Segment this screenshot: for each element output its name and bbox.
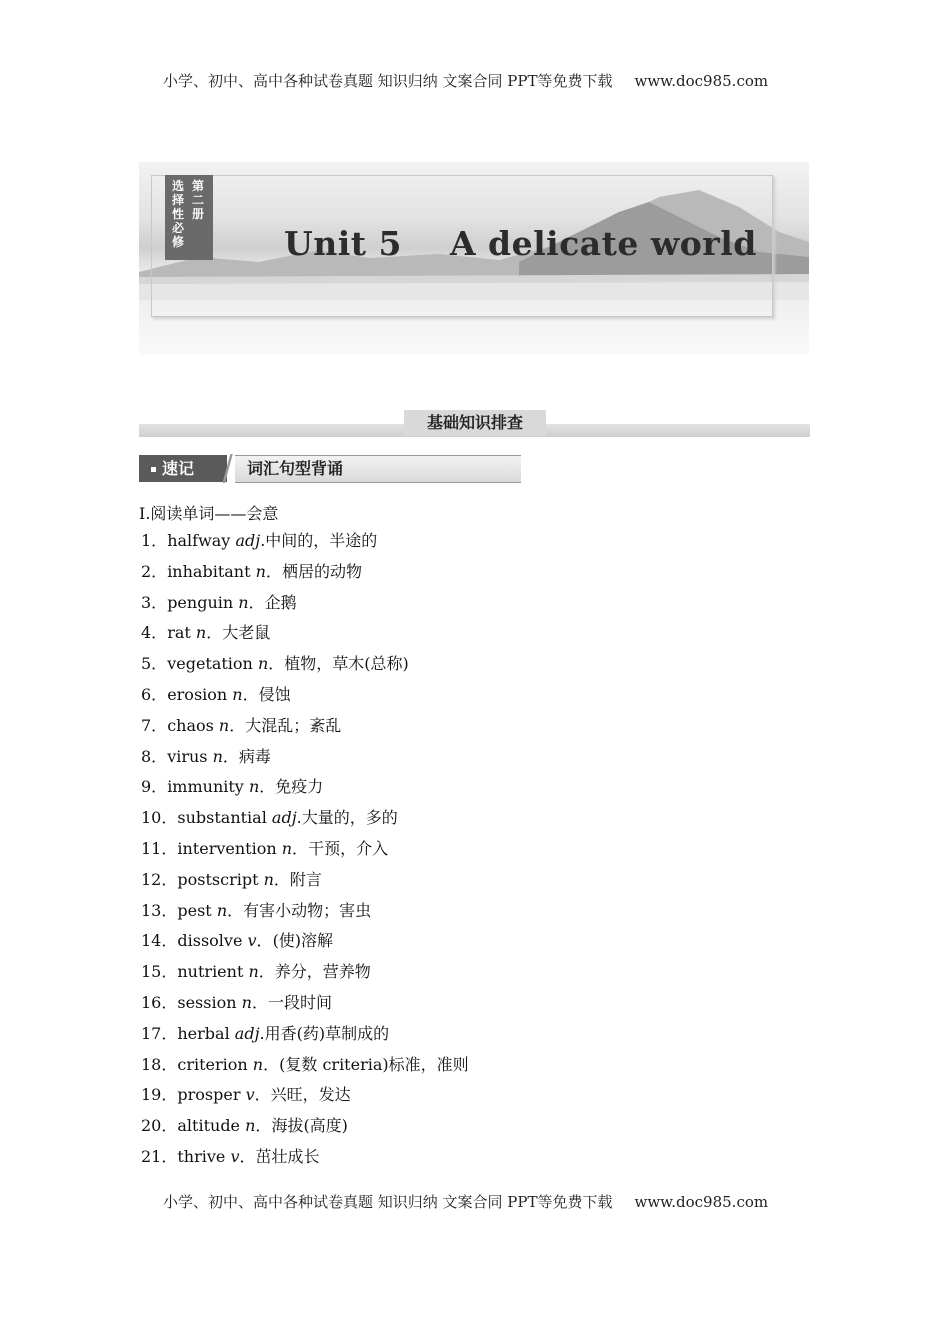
- header-text: 小学、初中、高中各种试卷真题 知识归纳 文案合同 PPT等免费下载: [163, 72, 613, 90]
- vocab-num: 11．: [141, 838, 178, 858]
- vocab-sep: ．: [265, 561, 282, 581]
- vocab-word: intervention: [177, 838, 282, 858]
- subsection-title: 词汇句型背诵: [235, 455, 521, 483]
- vocab-sep: .: [259, 1023, 265, 1043]
- section-title: 基础知识排查: [404, 410, 546, 436]
- vocab-num: 14．: [141, 931, 178, 951]
- vocab-item: [141, 1022, 469, 1053]
- vocab-meaning: 侵蚀: [258, 684, 291, 704]
- page-header: [163, 70, 768, 91]
- vocab-meaning: 栖居的动物: [281, 561, 362, 581]
- vocab-word: vegetation: [167, 654, 258, 674]
- vocab-num: 3．: [141, 592, 168, 612]
- vocab-sep: ．: [256, 931, 273, 951]
- vocab-pos: v: [245, 1085, 255, 1105]
- vocab-word: criterion: [177, 1054, 253, 1074]
- vocab-sep: ．: [239, 1146, 256, 1166]
- vocab-word: session: [177, 992, 242, 1012]
- vocab-item: [141, 899, 469, 930]
- vocab-item: [141, 991, 469, 1022]
- vocab-word: erosion: [167, 684, 233, 704]
- vocab-meaning: 养分，营养物: [274, 962, 371, 982]
- vocab-pos: n: [245, 1116, 256, 1136]
- vocab-sep: ．: [222, 746, 239, 766]
- vocab-item: [141, 775, 469, 806]
- vocab-sep: ．: [259, 777, 276, 797]
- vocab-meaning: 干预，介入: [308, 838, 389, 858]
- footer-text: 小学、初中、高中各种试卷真题 知识归纳 文案合同 PPT等免费下载: [163, 1193, 613, 1211]
- vocab-pos: adj: [271, 808, 297, 828]
- badge-column-1: 选择性必修: [172, 179, 185, 249]
- vocab-meaning: (使)溶解: [272, 931, 334, 951]
- vocab-item: [141, 837, 469, 868]
- vocab-pos: n: [248, 962, 259, 982]
- vocab-word: pest: [177, 900, 217, 920]
- volume-badge: [165, 175, 213, 260]
- vocab-num: 9．: [141, 777, 168, 797]
- vocab-pos: n: [216, 900, 228, 920]
- vocab-meaning: 企鹅: [264, 592, 297, 612]
- vocab-word: halfway: [167, 531, 236, 550]
- footer-site: www.doc985.com: [634, 1193, 769, 1211]
- vocab-num: 7．: [141, 715, 168, 735]
- vocab-num: 19．: [141, 1085, 178, 1105]
- vocab-pos: adj: [234, 1023, 260, 1043]
- vocab-sep: ．: [251, 992, 268, 1012]
- unit-title: Unit 5 A delicate world: [284, 224, 757, 263]
- vocab-item: [141, 683, 469, 714]
- vocab-item: [141, 806, 469, 837]
- header-site: www.doc985.com: [634, 72, 769, 90]
- vocab-item: [141, 591, 469, 622]
- vocab-num: 17．: [141, 1023, 178, 1043]
- vocab-pos: n: [263, 869, 274, 889]
- vocab-item: [141, 1114, 469, 1145]
- vocab-meaning: 用香(药)草制成的: [264, 1023, 390, 1043]
- vocab-sep: ．: [273, 869, 290, 889]
- vocab-word: dissolve: [177, 931, 248, 951]
- vocab-sep: ．: [242, 684, 259, 704]
- vocab-item: [141, 529, 469, 560]
- vocab-meaning: 植物，草木(总称): [284, 654, 409, 674]
- vocab-num: 12．: [141, 869, 178, 889]
- vocab-num: 4．: [141, 623, 168, 643]
- vocab-sep: ．: [229, 715, 246, 735]
- vocab-word: thrive: [177, 1146, 231, 1166]
- vocab-pos: n: [255, 561, 266, 581]
- vocab-item: [141, 714, 469, 745]
- vocab-pos: n: [248, 777, 260, 797]
- vocab-sep: ．: [292, 838, 309, 858]
- part-heading: Ⅰ.阅读单词——会意: [139, 504, 279, 523]
- vocab-sep: ．: [258, 962, 275, 982]
- vocab-pos: n: [218, 715, 230, 735]
- subsection-header: [139, 455, 521, 482]
- vocab-pos: n: [195, 623, 207, 643]
- vocab-num: 2．: [141, 561, 168, 581]
- vocab-num: 15．: [141, 962, 178, 982]
- vocab-meaning: (复数 criteria)标准，准则: [279, 1054, 469, 1074]
- vocab-pos: n: [232, 684, 243, 704]
- vocab-num: 16．: [141, 992, 178, 1012]
- vocab-item: [141, 652, 469, 683]
- vocab-sep: ．: [255, 1116, 272, 1136]
- subsection-tag-label: 速记: [162, 459, 195, 478]
- page-footer: [163, 1191, 768, 1212]
- vocab-pos: n: [238, 592, 249, 612]
- vocab-pos: n: [241, 992, 252, 1012]
- vocab-num: 6．: [141, 684, 168, 704]
- square-bullet-icon: [151, 467, 156, 472]
- vocab-word: postscript: [177, 869, 264, 889]
- vocab-word: inhabitant: [167, 561, 256, 581]
- vocab-sep: ．: [254, 1085, 271, 1105]
- vocab-meaning: 大混乱；紊乱: [245, 715, 342, 735]
- vocab-pos: adj: [235, 531, 261, 550]
- vocab-num: 13．: [141, 900, 178, 920]
- vocab-sep: ．: [227, 900, 244, 920]
- vocab-item: [141, 1083, 469, 1114]
- vocab-sep: .: [260, 531, 266, 550]
- vocab-meaning: 大老鼠: [222, 623, 271, 643]
- vocab-word: penguin: [167, 592, 239, 612]
- vocab-sep: ．: [268, 654, 285, 674]
- vocab-word: substantial: [177, 808, 272, 828]
- slash-divider: [223, 454, 233, 483]
- vocab-word: rat: [167, 623, 196, 643]
- vocab-pos: v: [247, 931, 257, 951]
- vocab-word: virus: [167, 746, 213, 766]
- subsection-tag: [139, 455, 227, 482]
- vocab-meaning: 附言: [289, 869, 322, 889]
- vocab-num: 20．: [141, 1116, 178, 1136]
- vocab-word: nutrient: [177, 962, 249, 982]
- vocab-meaning: 有害小动物；害虫: [243, 900, 372, 920]
- vocab-meaning: 兴旺，发达: [270, 1085, 351, 1105]
- vocab-meaning: 大量的，多的: [301, 808, 398, 828]
- vocab-num: 5．: [141, 654, 168, 674]
- vocab-item: [141, 1145, 469, 1176]
- vocab-item: [141, 929, 469, 960]
- vocab-item: [141, 560, 469, 591]
- badge-column-2: 第二册: [192, 179, 205, 221]
- vocab-word: prosper: [177, 1085, 246, 1105]
- vocab-pos: n: [281, 838, 293, 858]
- vocab-pos: v: [230, 1146, 240, 1166]
- vocab-meaning: 茁壮成长: [255, 1146, 320, 1166]
- vocab-num: 1．: [141, 531, 168, 550]
- vocab-list: [141, 529, 469, 1176]
- vocab-word: chaos: [167, 715, 219, 735]
- vocab-meaning: 一段时间: [267, 992, 332, 1012]
- vocab-word: altitude: [177, 1116, 246, 1136]
- vocab-word: immunity: [167, 777, 249, 797]
- vocab-pos: n: [212, 746, 223, 766]
- vocab-item: [141, 960, 469, 991]
- vocab-item: [141, 621, 469, 652]
- vocab-pos: n: [257, 654, 269, 674]
- vocab-sep: ．: [248, 592, 265, 612]
- vocab-item: [141, 1053, 469, 1084]
- vocab-sep: ．: [206, 623, 223, 643]
- vocab-meaning: 中间的，半途的: [265, 531, 378, 550]
- vocab-word: herbal: [177, 1023, 235, 1043]
- vocab-meaning: 病毒: [238, 746, 271, 766]
- vocab-item: [141, 745, 469, 776]
- vocab-sep: .: [296, 808, 302, 828]
- vocab-num: 21．: [141, 1146, 178, 1166]
- vocab-num: 10．: [141, 808, 178, 828]
- vocab-sep: ．: [263, 1054, 280, 1074]
- vocab-meaning: 海拔(高度): [271, 1116, 348, 1136]
- vocab-num: 8．: [141, 746, 168, 766]
- vocab-num: 18．: [141, 1054, 178, 1074]
- vocab-item: [141, 868, 469, 899]
- vocab-meaning: 免疫力: [275, 777, 324, 797]
- vocab-pos: n: [252, 1054, 264, 1074]
